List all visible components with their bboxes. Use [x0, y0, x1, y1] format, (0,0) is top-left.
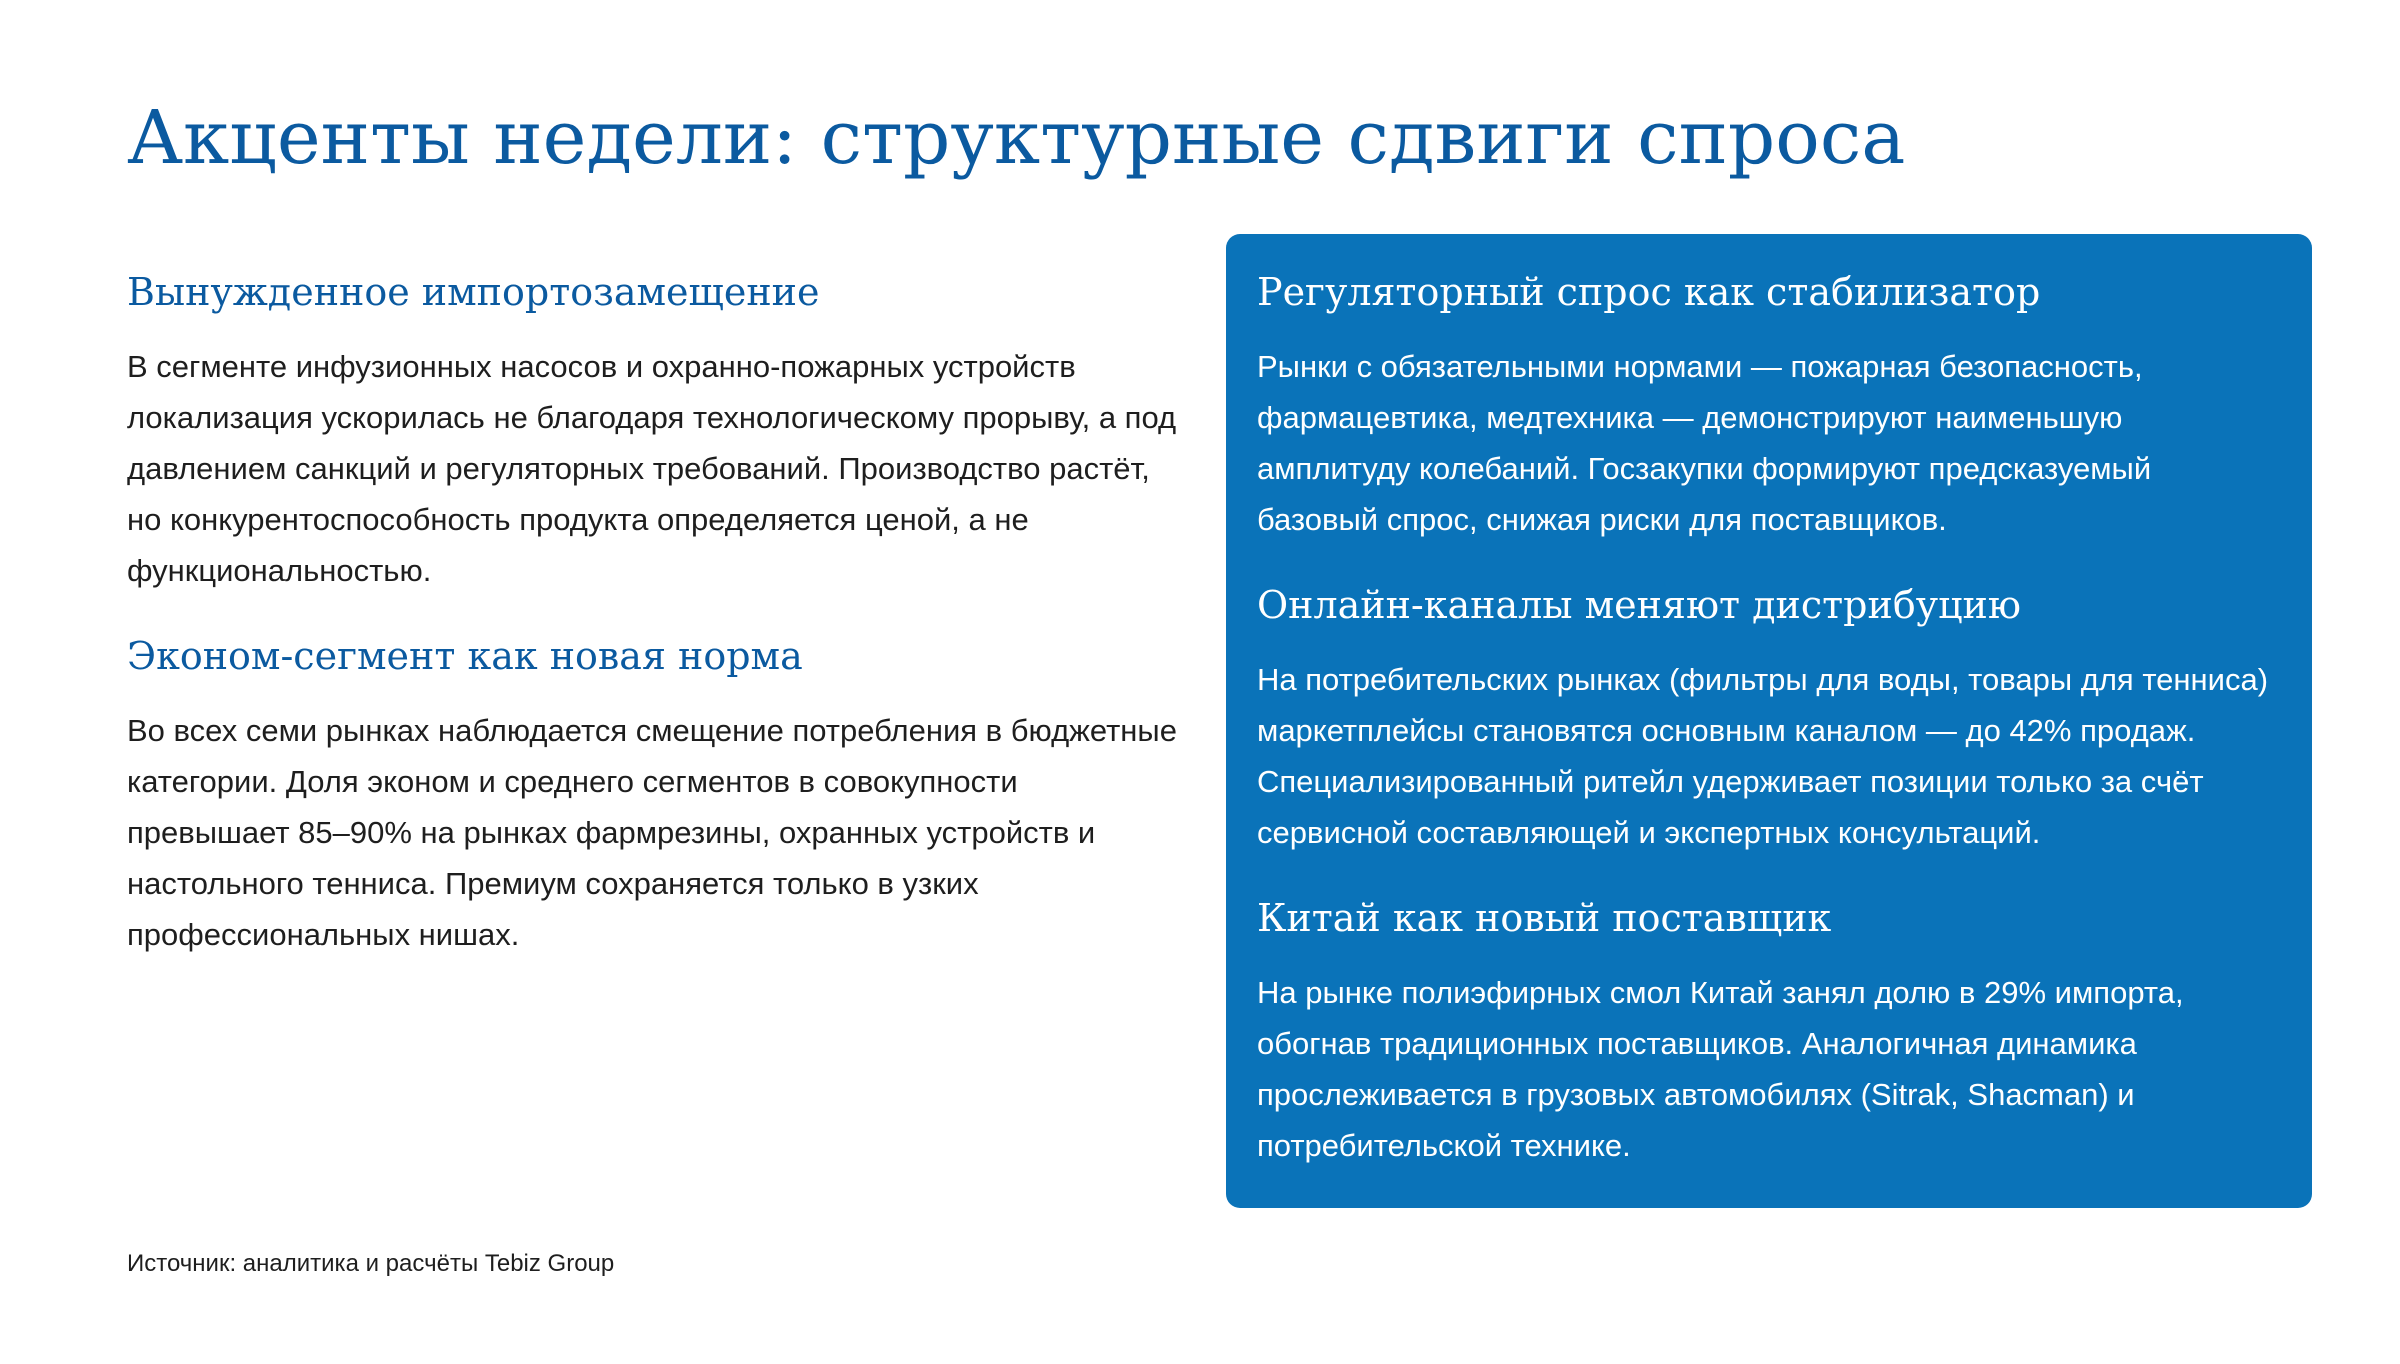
section-text: Рынки с обязательными нормами — пожарная безопасность, фармацевтика, медтехника — демонстрируют наименьшую амплитуду колебаний. Госзакупки формируют предсказуемый базовый спрос, снижая риски для поставщиков.	[1257, 349, 2152, 537]
section-heading: Регуляторный спрос как стабилизатор	[1257, 270, 2041, 314]
left-column	[127, 262, 1177, 960]
section-online-channels	[1257, 575, 2272, 858]
section-heading: Эконом-сегмент как новая норма	[127, 634, 803, 678]
section-text: В сегменте инфузионных насосов и охранно-пожарных устройств локализация ускорилась не благодаря технологическому прорыву, а под давлением санкций и регуляторных требований. Производство растёт, но конкурентоспособность продукта определяется ценой, а не функциональностью.	[127, 349, 1177, 588]
section-china-supplier	[1257, 888, 2272, 1171]
section-text: Во всех семи рынках наблюдается смещение потребления в бюджетные категории. Доля эконом и среднего сегментов в совокупности превышает 85–90% на рынках фармрезины, охранных устройств и настольного тенниса. Премиум сохраняется только в узких профессиональных нишах.	[127, 713, 1177, 952]
section-heading: Китай как новый поставщик	[1257, 896, 1832, 940]
section-heading: Вынужденное импортозамещение	[127, 270, 820, 314]
page-title: Акценты недели: структурные сдвиги спроса	[127, 95, 1906, 181]
section-text: На рынке полиэфирных смол Китай занял долю в 29% импорта, обогнав традиционных поставщиков. Аналогичная динамика прослеживается в грузовых автомобилях (Sitrak, Shacman) и потребительской технике.	[1257, 975, 2184, 1163]
highlight-panel	[1226, 234, 2312, 1208]
section-regulatory-demand	[1257, 262, 2272, 545]
source-note: Источник: аналитика и расчёты Tebiz Group	[127, 1250, 615, 1277]
section-economy-segment	[127, 626, 1177, 960]
section-text: На потребительских рынках (фильтры для воды, товары для тенниса) маркетплейсы становятся основным каналом — до 42% продаж. Специализированный ритейл удерживает позиции только за счёт сервисной составляющей и экспертных консультаций.	[1257, 662, 2269, 850]
section-heading: Онлайн-каналы меняют дистрибуцию	[1257, 583, 2021, 627]
section-import-substitution	[127, 262, 1177, 596]
